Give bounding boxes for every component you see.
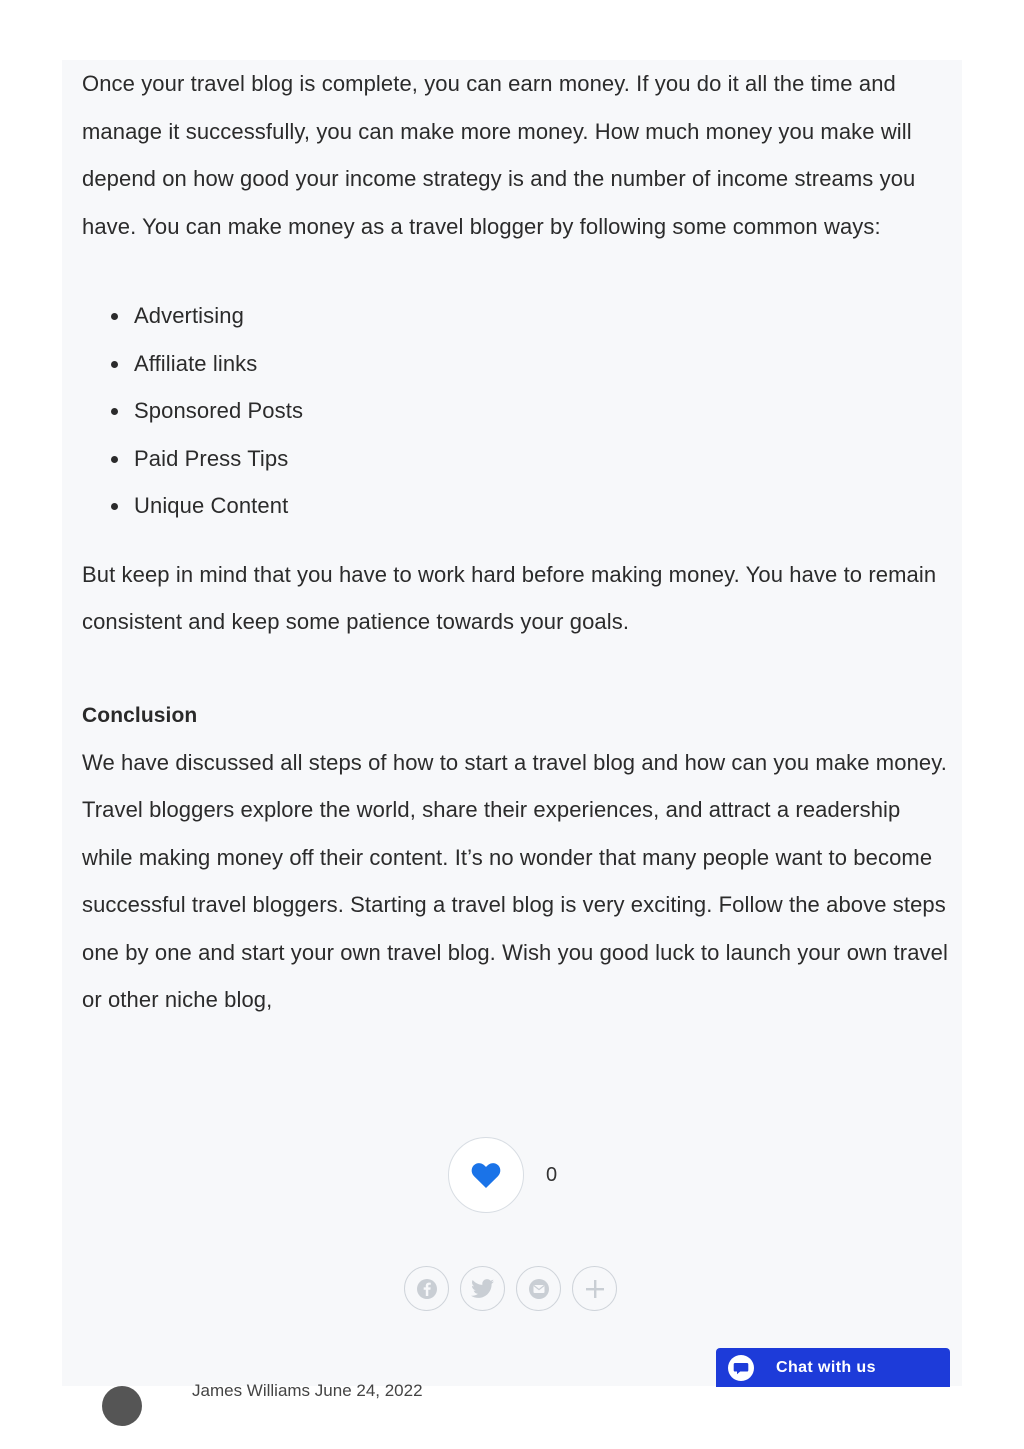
list-item: Affiliate links [82, 340, 952, 388]
like-button[interactable] [448, 1137, 524, 1213]
facebook-share-button[interactable] [404, 1266, 449, 1311]
author-strip [102, 1378, 502, 1400]
email-share-button[interactable] [516, 1266, 561, 1311]
heart-icon [471, 1162, 501, 1189]
article-content [82, 60, 952, 1024]
list-item: Advertising [82, 292, 952, 340]
list-item: Paid Press Tips [82, 435, 952, 483]
more-share-button[interactable] [572, 1266, 617, 1311]
income-ways-list [82, 292, 952, 530]
like-count: 0 [546, 1163, 558, 1186]
twitter-share-button[interactable] [460, 1266, 505, 1311]
like-section [448, 1137, 557, 1213]
author-meta: James Williams June 24, 2022 [192, 1381, 423, 1400]
article-card [62, 60, 962, 1400]
conclusion-paragraph: We have discussed all steps of how to start a travel blog and how can you make money. Travel bloggers explore the world, share their experiences, and attract a readership while making money off their content. It’s no wonder that many people want to become successful travel bloggers. Starting a travel blog is very exciting. Follow the above steps one by one and start your own travel blog. Wish you good luck to launch your own travel or other niche blog, [82, 749, 948, 1012]
list-item: Sponsored Posts [82, 387, 952, 435]
share-buttons [404, 1266, 617, 1311]
chat-widget-button[interactable] [716, 1348, 950, 1387]
plus-icon [584, 1278, 606, 1300]
facebook-icon [416, 1278, 438, 1300]
twitter-icon [471, 1279, 495, 1299]
avatar[interactable] [102, 1386, 142, 1426]
intro-paragraph: Once your travel blog is complete, you can earn money. If you do it all the time and manage it successfully, you can make more money. How much money you make will depend on how good your income strategy is and the number of income streams you have. You can make money as a travel blogger by following some common ways: [82, 71, 916, 239]
email-icon [528, 1278, 550, 1300]
conclusion-heading: Conclusion [82, 703, 198, 727]
after-list-paragraph: But keep in mind that you have to work hard before making money. You have to remain consistent and keep some patience towards your goals. [82, 561, 937, 634]
list-item: Unique Content [82, 482, 952, 530]
chat-bubble-icon [728, 1355, 754, 1381]
chat-label: Chat with us [776, 1358, 876, 1376]
